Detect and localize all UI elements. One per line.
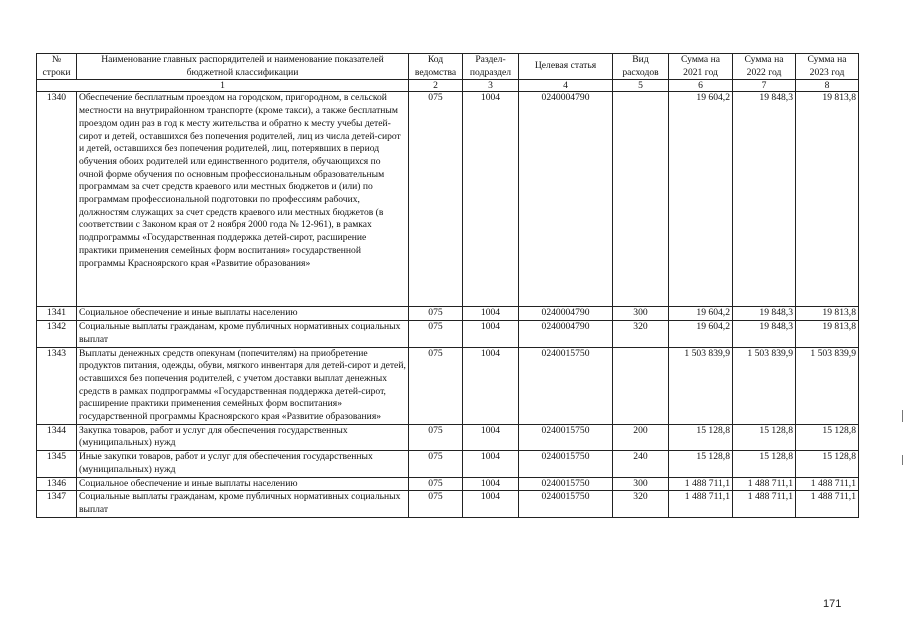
header-name: Наименование главных распорядителей и наименование показателей бюджетной классификации: [77, 54, 409, 80]
row-sum-2022: 15 128,8: [733, 424, 796, 450]
row-dept: 075: [409, 307, 463, 321]
row-dept: 075: [409, 347, 463, 424]
column-number: 7: [733, 80, 796, 92]
row-sum-2021: 1 488 711,1: [669, 491, 733, 517]
row-sum-2022: 1 488 711,1: [733, 477, 796, 491]
row-dept: 075: [409, 451, 463, 477]
row-dept: 075: [409, 92, 463, 307]
row-sum-2022: 19 848,3: [733, 307, 796, 321]
row-name: Социальные выплаты гражданам, кроме публичных нормативных социальных выплат: [77, 491, 409, 517]
row-section: 1004: [463, 92, 519, 307]
row-number: 1347: [37, 491, 77, 517]
scan-edge-mark: [902, 410, 903, 422]
row-exp-type: 300: [613, 307, 669, 321]
row-target: 0240015750: [519, 347, 613, 424]
row-target: 0240004790: [519, 92, 613, 307]
column-number: 8: [796, 80, 859, 92]
header-dept: Код ведомства: [409, 54, 463, 80]
row-sum-2021: 1 488 711,1: [669, 477, 733, 491]
row-dept: 075: [409, 424, 463, 450]
header-row-no: № строки: [37, 54, 77, 80]
row-section: 1004: [463, 477, 519, 491]
row-name: Иные закупки товаров, работ и услуг для обеспечения государственных (муниципальных) нужд: [77, 451, 409, 477]
row-sum-2023: 15 128,8: [796, 451, 859, 477]
row-target: 0240015750: [519, 451, 613, 477]
row-sum-2023: 19 813,8: [796, 92, 859, 307]
column-number-row: [37, 80, 859, 92]
table-row: [37, 92, 859, 307]
row-number: 1345: [37, 451, 77, 477]
row-number: 1341: [37, 307, 77, 321]
row-section: 1004: [463, 307, 519, 321]
row-sum-2023: 1 488 711,1: [796, 477, 859, 491]
column-number: 1: [37, 80, 409, 92]
column-number: 6: [669, 80, 733, 92]
row-target: 0240004790: [519, 321, 613, 347]
header-section: Раздел-подраздел: [463, 54, 519, 80]
row-exp-type: 300: [613, 477, 669, 491]
row-section: 1004: [463, 347, 519, 424]
row-sum-2021: 19 604,2: [669, 92, 733, 307]
page-number: 171: [823, 598, 842, 610]
row-dept: 075: [409, 477, 463, 491]
row-number: 1342: [37, 321, 77, 347]
row-dept: 075: [409, 321, 463, 347]
column-number: 4: [519, 80, 613, 92]
column-number: 2: [409, 80, 463, 92]
row-exp-type: 320: [613, 491, 669, 517]
row-name: Социальное обеспечение и иные выплаты населению: [77, 477, 409, 491]
row-number: 1346: [37, 477, 77, 491]
row-sum-2022: 19 848,3: [733, 92, 796, 307]
row-name: Закупка товаров, работ и услуг для обеспечения государственных (муниципальных) нужд: [77, 424, 409, 450]
row-target: 0240015750: [519, 424, 613, 450]
row-exp-type: 200: [613, 424, 669, 450]
row-sum-2021: 19 604,2: [669, 307, 733, 321]
table-row: [37, 424, 859, 450]
header-sum-2022: Сумма на 2022 год: [733, 54, 796, 80]
row-name: Социальные выплаты гражданам, кроме публичных нормативных социальных выплат: [77, 321, 409, 347]
row-sum-2023: 1 503 839,9: [796, 347, 859, 424]
row-target: 0240015750: [519, 477, 613, 491]
row-number: 1340: [37, 92, 77, 307]
row-target: 0240015750: [519, 491, 613, 517]
row-number: 1343: [37, 347, 77, 424]
row-section: 1004: [463, 424, 519, 450]
row-sum-2023: 19 813,8: [796, 321, 859, 347]
row-section: 1004: [463, 491, 519, 517]
row-dept: 075: [409, 491, 463, 517]
table-row: [37, 321, 859, 347]
header-sum-2021: Сумма на 2021 год: [669, 54, 733, 80]
scan-edge-mark: [902, 455, 903, 465]
row-name: Обеспечение бесплатным проездом на городском, пригородном, в сельской местности на внутрирайонном транспорте (кроме такси), а также бесплатным проездом один раз в год к месту жительства и обратно к месту учебы детей-сирот и детей, оставшихся без попечения родителей, лиц из числа детей-сирот и детей, оставшихся без попечения родителей, лиц, потерявших в период обучения обоих родителей или единственного родителя, обучающихся по очной форме обучения по основным профессиональным образовательным программам за счет средств краевого или местных бюджетов и (или) по программам профессиональной подготовки по профессиям рабочих, должностям служащих за счет средств краевого или местных бюджетов (в соответствии с Законом края от 2 ноября 2000 года № 12-961), в рамках подпрограммы «Государственная поддержка детей-сирот, расширение практики применения семейных форм воспитания» государственной программы Красноярского края «Развитие образования»: [77, 92, 409, 307]
row-sum-2022: 1 488 711,1: [733, 491, 796, 517]
table-row: [37, 491, 859, 517]
header-sum-2023: Сумма на 2023 год: [796, 54, 859, 80]
header-target: Целевая статья: [519, 54, 613, 80]
row-sum-2021: 19 604,2: [669, 321, 733, 347]
table-row: [37, 347, 859, 424]
row-section: 1004: [463, 321, 519, 347]
header-exp-type: Вид расходов: [613, 54, 669, 80]
row-number: 1344: [37, 424, 77, 450]
row-sum-2022: 1 503 839,9: [733, 347, 796, 424]
row-exp-type: [613, 347, 669, 424]
column-number: 5: [613, 80, 669, 92]
row-sum-2023: 1 488 711,1: [796, 491, 859, 517]
table-row: [37, 477, 859, 491]
table-row: [37, 451, 859, 477]
row-sum-2023: 15 128,8: [796, 424, 859, 450]
row-sum-2021: 15 128,8: [669, 451, 733, 477]
row-section: 1004: [463, 451, 519, 477]
row-sum-2022: 15 128,8: [733, 451, 796, 477]
row-sum-2023: 19 813,8: [796, 307, 859, 321]
row-name: Выплаты денежных средств опекунам (попечителям) на приобретение продуктов питания, одежды, обуви, мягкого инвентаря для детей-сирот и детей, оставшихся без попечения родителей, с учетом доставки выплат денежных средств в рамках подпрограммы «Государственная поддержка детей-сирот, расширение практики применения семейных форм воспитания» государственной программы Красноярского края «Развитие образования»: [77, 347, 409, 424]
row-sum-2021: 15 128,8: [669, 424, 733, 450]
table-row: [37, 307, 859, 321]
column-number: 3: [463, 80, 519, 92]
row-target: 0240004790: [519, 307, 613, 321]
budget-table: [36, 53, 859, 518]
row-exp-type: 240: [613, 451, 669, 477]
row-sum-2021: 1 503 839,9: [669, 347, 733, 424]
row-exp-type: 320: [613, 321, 669, 347]
row-sum-2022: 19 848,3: [733, 321, 796, 347]
row-name: Социальное обеспечение и иные выплаты населению: [77, 307, 409, 321]
row-exp-type: [613, 92, 669, 307]
header-row: [37, 54, 859, 80]
